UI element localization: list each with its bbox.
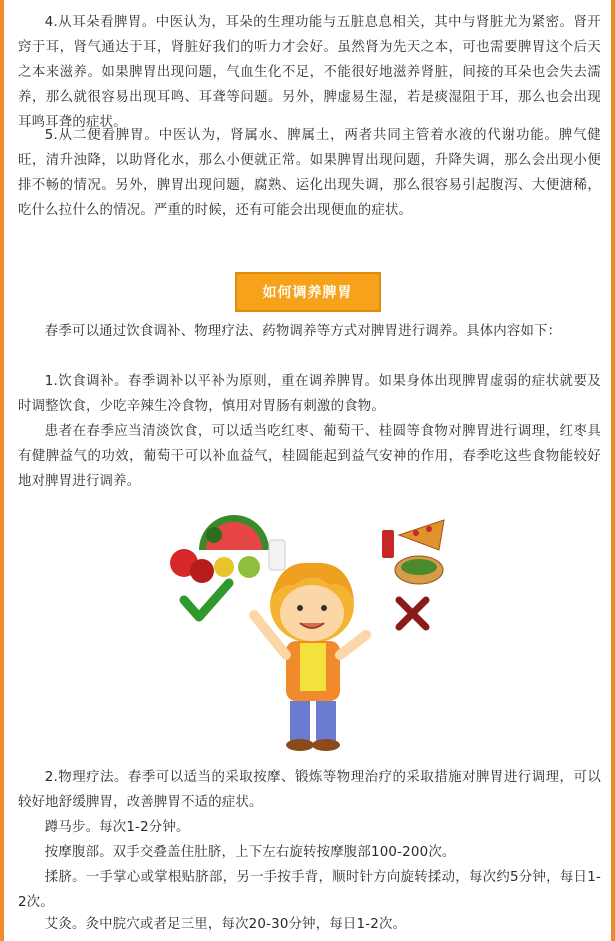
boy-icon bbox=[254, 563, 366, 751]
paragraph-excretion: 5.从二便看脾胃。中医认为，肾属水、脾属土，两者共同主管着水液的代谢功能。脾气健旺，清升浊降，以助肾化水，那么小便就正常。如果脾胃出现问题，升降失调，那么会出现小便排不畅的情况。另外，脾胃出现问题，腐熟、运化出现失调，那么很容易引起腹泻、大便溏稀，吃什么拉什么的情况。严重的时候，还有可能会出现便血的症状。 bbox=[18, 128, 601, 218]
paragraph-diet: 1.饮食调补。春季调补以平补为原则，重在调养脾胃。如果身体出现脾胃虚弱的症状就要及时调整饮食，少吃辛辣生冷食物，慎用对胃肠有刺激的食物。 bbox=[18, 374, 601, 414]
paragraph-ear: 4.从耳朵看脾胃。中医认为，耳朵的生理功能与五脏息息相关，其中与肾脏尤为紧密。肾开窍于耳，肾气通达于耳，肾脏好我们的听力才会好。虽然肾为先天之本，可也需要脾胃这个后天之本来滋养。如果脾胃出现问题，气血生化不足，不能很好地滋养肾脏，间接的耳朵也会失去濡养，那么就很容易出现耳鸣、耳聋等问题。另外，脾虚易生湿，若是痰湿阻于耳，那么也会出现耳鸣耳聋的症状。 bbox=[18, 15, 601, 130]
paragraph-intro: 春季可以通过饮食调补、物理疗法、药物调养等方式对脾胃进行调养。具体内容如下： bbox=[44, 324, 562, 339]
article-page bbox=[4, 0, 611, 941]
paragraph-diet-detail: 患者在春季应当清淡饮食，可以适当吃红枣、葡萄干、桂圆等食物对脾胃进行调理，红枣具有健脾益气的功效，葡萄干可以补血益气，桂圆能起到益气安神的作用，春季吃这些食物能较好地对脾胃进行调养。 bbox=[18, 424, 601, 489]
paragraph-navel-rub: 揉脐。一手掌心或掌根贴脐部，另一手按手背，顺时针方向旋转揉动，每次约5分钟，每日1-2次。 bbox=[18, 870, 601, 910]
paragraph-moxibustion: 艾灸。灸中脘穴或者足三里，每次20-30分钟，每日1-2次。 bbox=[44, 917, 407, 932]
fruit-icon bbox=[170, 515, 285, 583]
junk-food-icon bbox=[382, 520, 444, 584]
section-heading: 如何调养脾胃 bbox=[235, 272, 381, 312]
paragraph-horse-stance: 蹲马步。每次1-2分钟。 bbox=[44, 820, 190, 835]
cross-icon bbox=[399, 600, 426, 627]
section-heading-wrap bbox=[4, 272, 611, 312]
paragraph-abdomen-massage: 按摩腹部。双手交叠盖住肚脐，上下左右旋转按摩腹部100-200次。 bbox=[44, 845, 456, 860]
paragraph-physical: 2.物理疗法。春季可以适当的采取按摩、锻炼等物理治疗的采取措施对脾胃进行调理，可以较好地舒缓脾胃，改善脾胃不适的症状。 bbox=[18, 770, 601, 810]
diet-illustration bbox=[154, 505, 474, 755]
check-icon bbox=[184, 583, 229, 617]
